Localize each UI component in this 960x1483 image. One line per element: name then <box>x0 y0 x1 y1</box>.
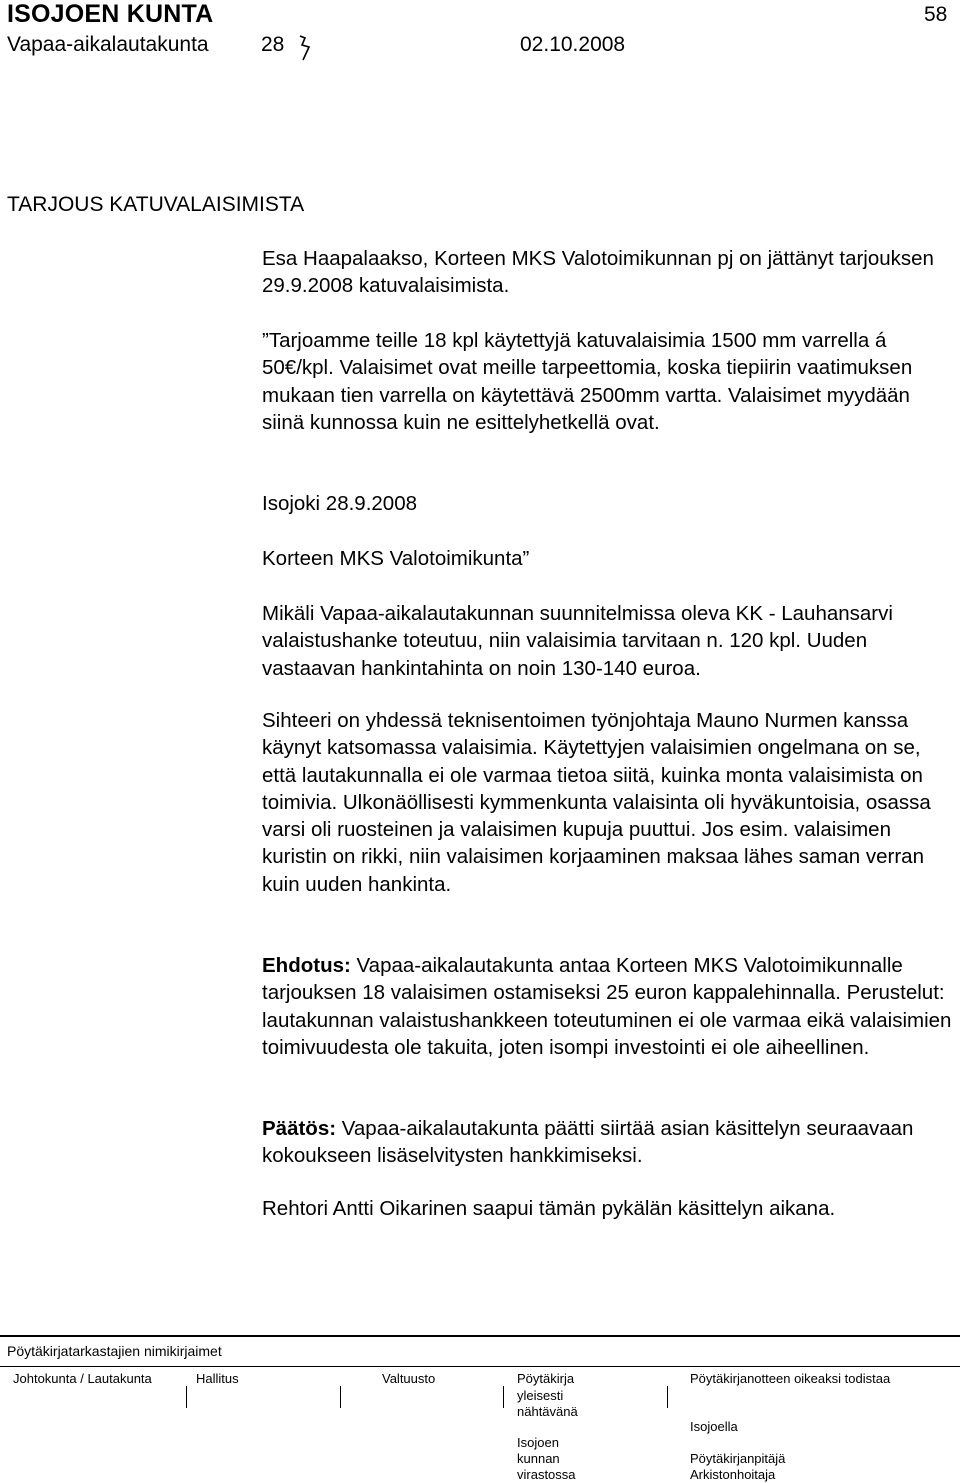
paragraph-text: Esa Haapalaakso, Korteen MKS Valotoimikunnan pj on jättänyt tarjouksen 29.9.2008 katuvalaisimista. <box>262 247 934 298</box>
paragraph-signature <box>262 545 954 572</box>
proposal-label: Ehdotus: <box>262 954 351 977</box>
page-number: 58 <box>924 3 948 26</box>
footer-mid-rule <box>0 1366 960 1367</box>
paragraph-text: Korteen MKS Valotoimikunta” <box>262 547 530 570</box>
footer-certification-line4: Arkistonhoitaja <box>690 1467 776 1482</box>
footer-col-council: Valtuusto <box>382 1371 436 1386</box>
footer-publication-line2: yleisesti <box>517 1388 564 1403</box>
footer-divider <box>667 1386 668 1408</box>
organization-name: ISOJOEN KUNTA <box>7 0 214 28</box>
item-title: TARJOUS KATUVALAISIMISTA <box>7 193 305 216</box>
paragraph-decision <box>262 1115 954 1170</box>
footer-publication-line1: Pöytäkirja <box>517 1371 575 1386</box>
footer-publication-line6: virastossa <box>517 1467 576 1482</box>
footer-certification-line1: Pöytäkirjanotteen oikeaksi todistaa <box>690 1371 891 1386</box>
footer-publication-line3: nähtävänä <box>517 1404 578 1419</box>
paragraph-quote <box>262 327 954 436</box>
section-number: 28 <box>261 33 285 56</box>
decision-label: Päätös: <box>262 1117 337 1140</box>
footer-top-rule <box>0 1335 960 1337</box>
paragraph-proposal <box>262 952 954 1061</box>
paragraph-plan <box>262 600 954 682</box>
committee-name: Vapaa-aikalautakunta <box>7 33 209 56</box>
footer-divider <box>340 1386 341 1408</box>
paragraph-text: ”Tarjoamme teille 18 kpl käytettyjä katuvalaisimia 1500 mm varrella á 50€/kpl. Valaisimet ovat meille tarpeettomia, koska tiepiirin vaatimuksen mukaan tien varrella on käytettävä 2500mm vartta. Valaisimet myydään siinä kunnossa kuin ne esittelyhetkellä ovat. <box>262 329 913 434</box>
footer-certification-line3: Pöytäkirjanpitäjä <box>690 1451 786 1466</box>
paragraph-text: Mikäli Vapaa-aikalautakunnan suunnitelmissa oleva KK - Lauhansarvi valaistushanke toteutuu, niin valaisimia tarvitaan n. 120 kpl. Uuden vastaavan hankintahinta on noin 130-140 euroa. <box>262 602 893 680</box>
proposal-text: Vapaa-aikalautakunta antaa Korteen MKS Valotoimikunnalle tarjouksen 18 valaisimen ostamiseksi 25 euron kappalehinnalla. Perustelut: lautakunnan valaistushankkeen toteutuminen ei ole varmaa eikä valaisimien toimivuudesta ole takuita, joten isompi investointi ei ole aiheellinen. <box>262 954 952 1059</box>
footer-col-board: Johtokunta / Lautakunta <box>13 1371 152 1386</box>
initials-label: Pöytäkirjatarkastajien nimikirjaimet <box>7 1343 222 1359</box>
paragraph-text: Isojoki 28.9.2008 <box>262 492 418 515</box>
footer-divider <box>503 1386 504 1408</box>
paragraph-attendance <box>262 1195 954 1222</box>
paragraph-offer <box>262 245 954 300</box>
footer-col-government: Hallitus <box>196 1371 239 1386</box>
section-mark-icon <box>298 34 312 62</box>
paragraph-inspection <box>262 707 954 898</box>
meeting-date: 02.10.2008 <box>520 33 626 56</box>
footer-certification-line2: Isojoella <box>690 1419 738 1434</box>
footer-publication-line5: kunnan <box>517 1451 560 1466</box>
footer-divider <box>186 1386 187 1408</box>
paragraph-text: Sihteeri on yhdessä teknisentoimen työnjohtaja Mauno Nurmen kanssa käynyt katsomassa valaisimia. Käytettyjen valaisimien ongelmana on se, että lautakunnalla ei ole varmaa tietoa siitä, kuinka monta valaisimista on toimivia. Ulkonäöllisesti kymmenkunta valaisinta oli hyväkuntoisia, osassa varsi oli ruosteinen ja valaisimen kupuja puuttui. Jos esim. valaisimen kuristin on rikki, niin valaisimen korjaaminen maksaa lähes saman verran kuin uuden hankinta. <box>262 709 931 896</box>
paragraph-text: Rehtori Antti Oikarinen saapui tämän pykälän käsittelyn aikana. <box>262 1197 836 1220</box>
footer-publication-line4: Isojoen <box>517 1435 559 1450</box>
paragraph-place-date <box>262 490 954 517</box>
decision-text: Vapaa-aikalautakunta päätti siirtää asian käsittelyn seuraavaan kokoukseen lisäselvitysten hankkimiseksi. <box>262 1117 914 1168</box>
